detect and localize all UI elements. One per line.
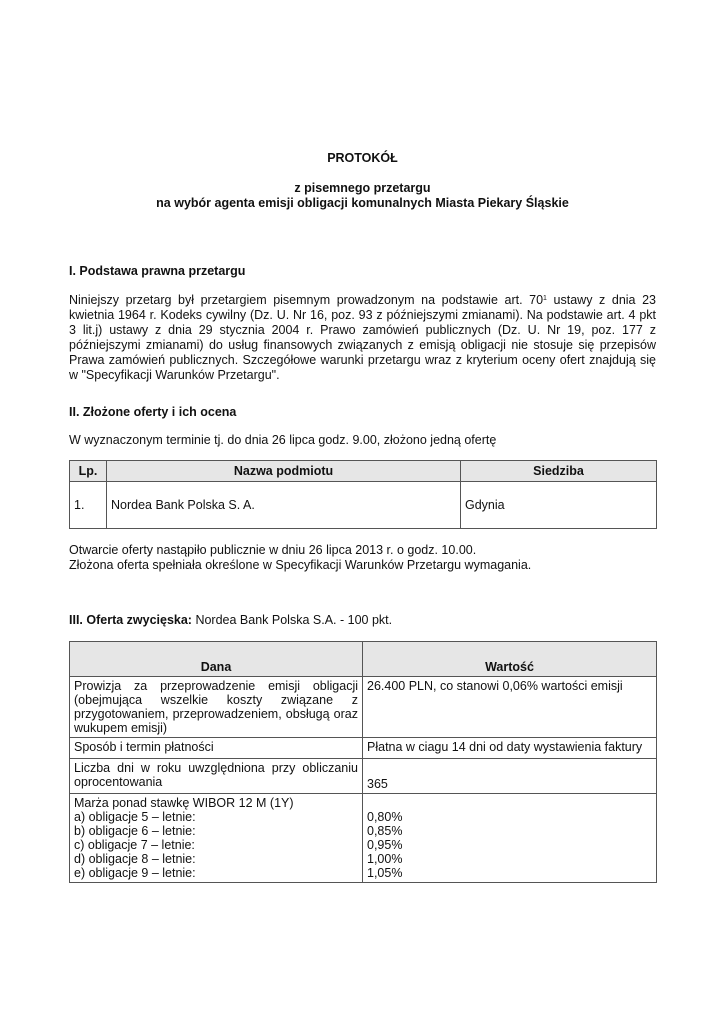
offers-header-lp: Lp. [70,461,107,482]
payment-value: Płatna w ciagu 14 dni od daty wystawienia faktury [363,738,657,759]
commission-label: Prowizja za przeprowadzenie emisji obligacji (obejmująca wszelkie koszty związane z przygotowaniem, przeprowadzeniem, obsługą oraz wukupem emisji) [70,677,363,738]
opening-note: Otwarcie oferty nastąpiło publicznie w dniu 26 lipca 2013 r. o godz. 10.00. [69,543,477,557]
days-label: Liczba dni w roku uwzględniona przy obliczaniu oprocentowania [70,759,363,794]
document-subtitle-line2: na wybór agenta emisji obligacji komunalnych Miasta Piekary Śląskie [156,196,569,210]
margin-item-label: c) obligacje 7 – letnie: [74,838,195,852]
table-row [70,738,657,759]
winning-table-header-row [70,642,657,677]
document-title: PROTOKÓŁ [327,151,398,165]
offers-table-header-row [70,461,657,482]
margin-item-value: 1,00% [367,852,403,866]
margin-item-value: 1,05% [367,866,403,880]
days-value: 365 [363,759,657,794]
table-row [70,794,657,883]
section2-heading: II. Złożone oferty i ich ocena [69,405,237,419]
offers-table [69,460,657,529]
commission-value: 26.400 PLN, co stanowi 0,06% wartości emisji [363,677,657,738]
margin-item-label: a) obligacje 5 – letnie: [74,810,196,824]
offers-header-seat: Siedziba [461,461,657,482]
margin-item-label: e) obligacje 9 – letnie: [74,866,196,880]
table-row [70,482,657,529]
section1-superscript: 1 [543,295,547,302]
winning-header-value: Wartość [363,642,657,677]
section3-heading [69,613,656,628]
offers-header-name: Nazwa podmiotu [107,461,461,482]
winning-header-data: Dana [70,642,363,677]
margin-label-cell [70,794,363,883]
margin-item-value: 0,95% [367,838,403,852]
margin-value-cell [363,794,657,883]
compliance-note: Złożona oferta spełniała określone w Specyfikacji Warunków Przetargu wymagania. [69,558,532,572]
section3-heading-rest: Nordea Bank Polska S.A. - 100 pkt. [191,613,393,627]
payment-label: Sposób i termin płatności [70,738,363,759]
margin-item-label: b) obligacje 6 – letnie: [74,824,196,838]
section1-text-part1: Niniejszy przetarg był przetargiem pisemnym prowadzonym na podstawie art. 70 [69,293,544,307]
section3-heading-bold: III. Oferta zwycięska: [69,613,192,627]
offer-seat: Gdynia [461,482,657,529]
margin-item-label: d) obligacje 8 – letnie: [74,852,196,866]
document-subtitle-line1: z pisemnego przetargu [294,181,431,195]
table-row [70,677,657,738]
margin-item-value: 0,80% [367,810,403,824]
section1-text-part2: ustawy z dnia 23 kwietnia 1964 r. Kodeks cywilny (Dz. U. Nr 16, poz. 93 z późniejszymi zmianami). Na podstawie art. 4 pkt 3 lit.j) ustawy z dnia 29 stycznia 2004 r. Prawo zamówień publicznych (Dz. U. Nr 19, poz. 177 z późniejszymi zmianami) do usług finansowych związanych z emisją obligacji nie stosuje się przepisów Prawa zamówień publicznych. Szczegółowe warunki przetargu wraz z kryterium oceny ofert znajdują się w "Specyfikacji Warunków Przetargu". [69,293,656,382]
table-row [70,759,657,794]
winning-offer-table [69,641,657,883]
margin-item-value: 0,85% [367,824,403,838]
offer-lp: 1. [70,482,107,529]
offer-name: Nordea Bank Polska S. A. [107,482,461,529]
section2-intro: W wyznaczonym terminie tj. do dnia 26 lipca godz. 9.00, złożono jedną ofertę [69,433,497,447]
margin-title: Marża ponad stawkę WIBOR 12 M (1Y) [74,796,294,810]
section1-heading: I. Podstawa prawna przetargu [69,264,246,278]
section1-paragraph [69,293,656,383]
